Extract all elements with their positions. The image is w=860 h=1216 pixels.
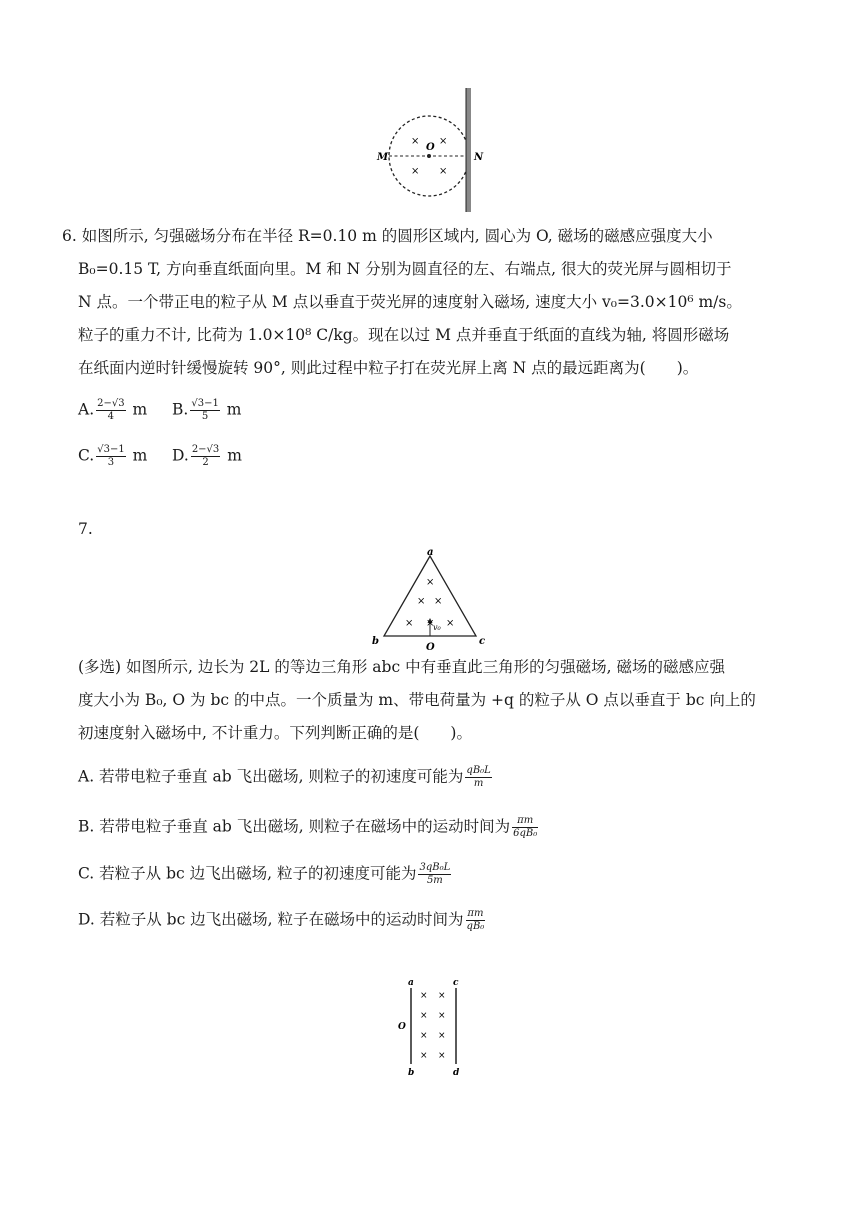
q7-number: 7.: [78, 520, 93, 538]
option-a-fraction: $\frac{\text{qB₀L}}{m}$: [466, 765, 491, 789]
triangle-field-figure: [366, 548, 494, 654]
circle-field-figure: [370, 86, 490, 214]
field-cross: ×: [405, 618, 414, 629]
q6-line-3: N 点。一个带正电的粒子从 M 点以垂直于荧光屏的速度射入磁场, 速度大小 v₀=3.0×10⁶ m/s。: [78, 293, 742, 311]
field-cross: ×: [439, 136, 448, 147]
q6-option-a: A. $\frac{2-√3}{4}$ m: [78, 398, 148, 422]
fluorescent-screen: [466, 88, 471, 212]
label-v0: v₀: [433, 623, 441, 632]
label-a: a: [408, 978, 414, 988]
field-cross: ×: [438, 1031, 446, 1041]
field-cross: ×: [446, 618, 455, 629]
q7-line-2: 度大小为 B₀, O 为 bc 的中点。一个质量为 m、带电荷量为 +q 的粒子从 O 点以垂直于 bc 向上的: [78, 691, 756, 709]
label-c: c: [479, 636, 486, 647]
q7-option-d: D. 若粒子从 bc 边飞出磁场, 粒子在磁场中的运动时间为 $\frac{\pi m}{\text{qB₀}}$: [78, 908, 485, 932]
label-O: O: [398, 1022, 406, 1032]
field-cross: ×: [411, 166, 420, 177]
center-point: [427, 154, 431, 158]
q7-line-1: (多选) 如图所示, 边长为 2L 的等边三角形 abc 中有垂直此三角形的匀强磁场, 磁场的磁感应强: [78, 658, 725, 676]
field-cross: ×: [420, 1011, 428, 1021]
label-b: b: [372, 636, 379, 647]
option-d-fraction: $\frac{2-√3}{2}$: [191, 444, 220, 468]
field-cross: ×: [420, 991, 428, 1001]
field-cross: ×: [438, 991, 446, 1001]
field-cross: ×: [438, 1011, 446, 1021]
field-cross: ×: [439, 166, 448, 177]
field-cross: ×: [420, 1051, 428, 1061]
option-d-fraction: $\frac{\pi m}{\text{qB₀}}$: [466, 908, 485, 932]
q6-option-d: D. $\frac{2-√3}{2}$ m: [172, 444, 242, 468]
option-a-fraction: $\frac{2-√3}{4}$: [97, 398, 125, 422]
field-cross: ×: [426, 577, 435, 588]
q6-option-c: C. $\frac{√3-1}{3}$ m: [78, 444, 148, 468]
q7-option-c: C. 若粒子从 bc 边飞出磁场, 粒子的初速度可能为 $\frac{\text{3qB₀L}}{5m}$: [78, 862, 451, 886]
q7-line-3: 初速度射入磁场中, 不计重力。下列判断正确的是( )。: [78, 724, 472, 742]
q6-line-4: 粒子的重力不计, 比荷为 1.0×10⁸ C/kg。现在以过 M 点并垂直于纸面的直线为轴, 将圆形磁场: [78, 326, 730, 344]
q6-line-1: 6. 如图所示, 匀强磁场分布在半径 R=0.10 m 的圆形区域内, 圆心为 O, 磁场的磁感应强度大小: [62, 227, 713, 245]
option-b-fraction: $\frac{√3-1}{5}$: [191, 398, 219, 422]
label-c: c: [453, 978, 459, 988]
option-b-fraction: $\frac{\pi m}{\text{6qB₀}}$: [513, 815, 538, 839]
label-O: O: [426, 142, 435, 153]
q6-line-2: B₀=0.15 T, 方向垂直纸面向里。M 和 N 分别为圆直径的左、右端点, 很大的荧光屏与圆相切于: [78, 260, 732, 278]
q6-option-b: B. $\frac{√3-1}{5}$ m: [172, 398, 242, 422]
rectangle-field-figure: [394, 974, 468, 1080]
field-cross: ×: [420, 1031, 428, 1041]
q7-option-b: B. 若带电粒子垂直 ab 飞出磁场, 则粒子在磁场中的运动时间为 $\frac{\pi m}{\text{6qB₀}}$: [78, 815, 538, 839]
field-cross: ×: [411, 136, 420, 147]
label-b: b: [408, 1068, 415, 1078]
q6-line-5: 在纸面内逆时针缓慢旋转 90°, 则此过程中粒子打在荧光屏上离 N 点的最远距离为( )。: [78, 359, 699, 377]
label-d: d: [453, 1068, 460, 1078]
option-c-fraction: $\frac{√3-1}{3}$: [97, 444, 125, 468]
field-cross: ×: [417, 596, 426, 607]
label-a: a: [427, 548, 434, 558]
q7-option-a: A. 若带电粒子垂直 ab 飞出磁场, 则粒子的初速度可能为 $\frac{\text{qB₀L}}{m}$: [78, 765, 491, 789]
label-O: O: [426, 642, 435, 653]
field-cross: ×: [426, 618, 435, 629]
option-c-fraction: $\frac{\text{3qB₀L}}{5m}$: [419, 862, 451, 886]
label-M: M: [377, 152, 389, 163]
label-N: N: [474, 152, 484, 163]
field-cross: ×: [434, 596, 443, 607]
field-cross: ×: [438, 1051, 446, 1061]
